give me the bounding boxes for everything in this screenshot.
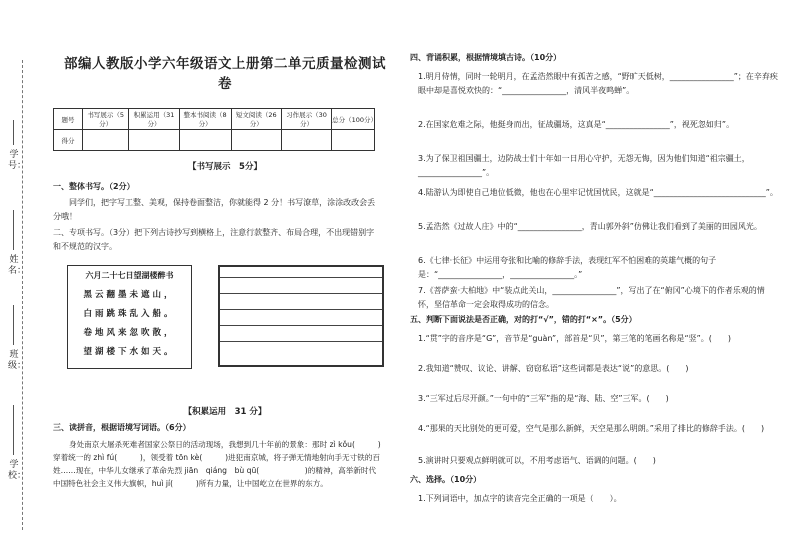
grid-line [220,326,382,342]
section-writing-banner: 【书写展示 5分】 [188,162,262,172]
q2-title: 二、专项书写。（3分）把下列古诗抄写到横格上，注意行款整齐、布局合理，不出现错别字和不规范的汉字。 [53,228,375,251]
score-cell[interactable] [231,130,281,151]
class-label: 班级： [8,350,27,371]
table-header-cell: 短文阅读（26分） [231,109,281,130]
binding-line [22,60,23,530]
score-cell[interactable] [179,130,231,151]
school-line [13,405,14,455]
table-header-cell: 书写展示（5分） [83,109,129,130]
q5-item: 2.我知道“赞叹、议论、讲解、窃窃私语”这些词都是表达“说”的意思。( ) [418,364,689,373]
q4-item: 5.孟浩然《过故人庄》中的“________________，青山郭外斜”仿佛让我们看到了美丽的田园风光。 [418,222,762,231]
score-cell[interactable] [332,130,375,151]
table-header-cell: 习作展示（30分） [281,109,331,130]
q1-title: 一、整体书写。（2分） [53,182,135,191]
exam-title: 部编人教版小学六年级语文上册第二单元质量检测试卷 [64,56,386,92]
grid-line [220,342,382,357]
score-table-header-row [54,109,375,130]
class-line [13,305,14,345]
q4-item: 1.明月侍情，同时一轮明月，在孟浩然眼中有孤苦之感，“野旷天低树，________________”；在辛弃疾眼中却是喜悦欢快的：“________________，清风半夜鸣蝉”。 [418,72,778,95]
poem-title: 六月二十七日望湖楼醉书 [85,271,174,280]
grid-line [220,278,382,294]
q1-body: 同学们，把字写工整、美观，保持卷面整洁，你就能得 2 分！书写潦草，涂涂改改会丢分哦！ [53,198,376,221]
table-header-cell: 积累运用（31分） [129,109,179,130]
name-label: 姓名： [8,255,27,276]
score-cell[interactable] [281,130,331,151]
q4-item: 4.陆游认为即使自己地位低微，他也在心里牢记忧国忧民，这就是“____________________________”。 [418,188,778,197]
table-header-cell: 总分（100分） [332,109,375,130]
q4-item: 7.《菩萨蛮·大柏地》中“装点此关山，________________”，写出了在“俯冈”心境下的作者乐观的情怀，坚信革命一定会取得成功的信念。 [418,286,765,309]
poem-box [67,265,192,369]
q5-item: 1.“贯”字的音序是“G”，音节是“guàn”，部首是“贝”，第三笔的笔画名称是“竖”。( ) [418,334,732,343]
q5-item: 4.“那果的天比别处的更可爱，空气是那么新鲜，天空是那么明朗。”采用了排比的修辞手法。( ) [418,424,765,433]
table-header-cell: 整本书阅读（8分） [179,109,231,130]
q5-item: 3.“三军过后尽开颜。”一句中的“三军”指的是“海、陆、空”三军。( ) [418,394,669,403]
score-table-row [54,130,375,151]
grid-line [220,310,382,326]
score-cell[interactable] [83,130,129,151]
q4-item: 6.《七律·长征》中运用夸张和比喻的修辞手法，表现红军不怕困难的英雄气概的句子是：“________________，________________。” [418,256,717,279]
table-row-label: 得分 [54,130,83,151]
name-line [13,210,14,250]
grid-line [220,294,382,310]
poem-line: 黑云翻墨未遮山， [83,290,176,300]
q4-item: 3.为了保卫祖国疆土，边防战士们十年如一日用心守护，无怨无悔，因为他们知道“祖宗疆土，________________”。 [418,154,750,177]
q6-item: 1.下列词语中，加点字的读音完全正确的一项是（ ）。 [418,494,622,503]
table-header-cell: 题号 [54,109,83,130]
poem-line: 卷地风来忽吹散， [83,328,176,338]
poem-line: 望湖楼下水如天。 [83,347,176,357]
writing-grid[interactable] [218,265,384,367]
q3-body: 身处南京大屠杀死难者国家公祭日的活动现场，我想到几十年前的景象：那时 zì kǒu( )穿着统一的 zhì fú( )，领受着 tōn kè( )进犯南京城，将子弹无情地射向手无寸铁的百姓……现在，中华儿女继承了革命先烈 jiān qiáng bù qū( )的精神，高举新时代中国特色社会主义伟大旗帜，huì jí( )所有力量，让中国屹立在世界的东方。 [53,440,381,488]
q5-title: 五、判断下面说法是否正确，对的打“√”，错的打“×”。（5分） [410,315,637,324]
q3-title: 三、读拼音，根据语境写词语。（6分） [53,423,191,432]
score-table [53,108,378,151]
q4-item: 2.在国家危难之际，他挺身而出，征战疆场，这真是“________________”，视死忽如归”。 [418,120,735,129]
q6-title: 六、选择。（10分） [410,475,482,484]
q5-item: 5.演讲时只要观点鲜明就可以，不用考虑语气、语调的问题。( ) [418,456,656,465]
grid-line [220,267,382,278]
student-id-line [13,120,14,145]
school-label: 学校： [8,460,27,481]
student-id-label: 学号： [8,150,27,171]
score-cell[interactable] [129,130,179,151]
q4-title: 四、背诵积累，根据情境填古诗。（10分） [410,53,562,62]
section-accum-banner: 【积累运用 31 分】 [183,407,267,417]
poem-line: 白雨跳珠乱入船。 [83,309,176,319]
